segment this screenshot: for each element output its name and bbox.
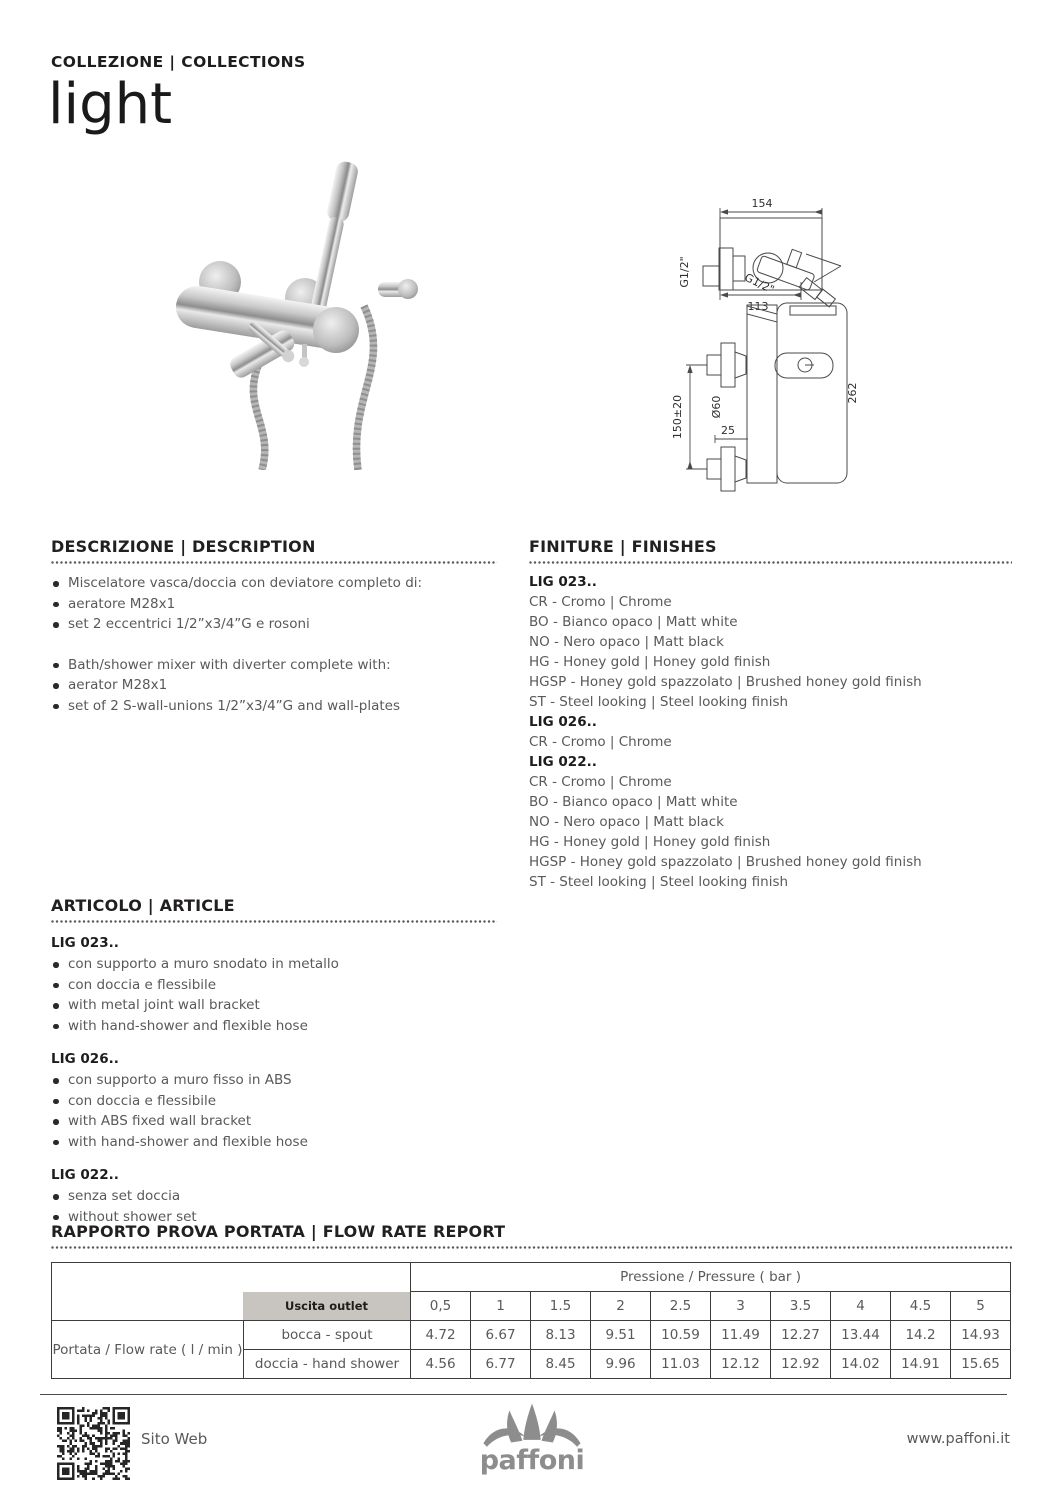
pressure-value: 4.5	[891, 1292, 951, 1321]
finish-option: CR - Cromo | Chrome	[529, 734, 672, 750]
outlet-row-label: doccia - hand shower	[244, 1350, 411, 1379]
flow-value: 9.51	[591, 1321, 651, 1350]
flow-value: 12.27	[771, 1321, 831, 1350]
flow-value: 14.2	[891, 1321, 951, 1350]
flow-value: 11.49	[711, 1321, 771, 1350]
flow-rate-table	[51, 1262, 1011, 1379]
article-item: with metal joint wall bracket	[51, 995, 497, 1016]
pressure-value: 1.5	[531, 1292, 591, 1321]
flow-value: 6.77	[471, 1350, 531, 1379]
finish-option: HG - Honey gold | Honey gold finish	[529, 654, 771, 670]
pressure-value: 5	[951, 1292, 1011, 1321]
article-item: senza set doccia	[51, 1186, 497, 1207]
article-item: without shower set	[51, 1207, 497, 1228]
flow-value: 4.72	[411, 1321, 471, 1350]
finish-option: HG - Honey gold | Honey gold finish	[529, 834, 771, 850]
article-item: con supporto a muro fisso in ABS	[51, 1070, 497, 1091]
description-item: aeratore M28x1	[51, 594, 497, 615]
description-item: Bath/shower mixer with diverter complete with:	[51, 655, 497, 676]
dotted-rule	[51, 920, 497, 923]
paffoni-wordmark: paffoni	[479, 1445, 585, 1476]
flow-value: 4.56	[411, 1350, 471, 1379]
flow-value: 9.96	[591, 1350, 651, 1379]
flow-value: 13.44	[831, 1321, 891, 1350]
article-item: con doccia e flessibile	[51, 1091, 497, 1112]
flow-value: 15.65	[951, 1350, 1011, 1379]
finish-option: ST - Steel looking | Steel looking finish	[529, 694, 789, 710]
outlet-header: Uscita outlet	[243, 1292, 410, 1320]
finish-group-code: LIG 026..	[529, 714, 597, 730]
flow-value: 8.13	[531, 1321, 591, 1350]
flow-value: 6.67	[471, 1321, 531, 1350]
paffoni-crown-icon	[480, 1401, 584, 1451]
description-heading: DESCRIZIONE | DESCRIPTION	[51, 537, 316, 556]
flow-value: 14.91	[891, 1350, 951, 1379]
finishes-section	[529, 537, 1012, 892]
description-item: set 2 eccentrici 1/2”x3/4”G e rosoni	[51, 614, 497, 635]
dim-spout-reach: 113	[747, 300, 769, 313]
dotted-rule	[51, 1246, 1012, 1249]
collection-label: COLLEZIONE | COLLECTIONS	[51, 53, 306, 71]
flow-value: 10.59	[651, 1321, 711, 1350]
dim-thread-left: G1/2"	[678, 256, 691, 288]
article-group-code: LIG 023..	[51, 935, 119, 951]
footer-divider	[40, 1394, 1007, 1395]
pressure-value: 0,5	[411, 1292, 471, 1321]
dotted-rule	[51, 561, 497, 564]
pressure-header: Pressione / Pressure ( bar )	[411, 1263, 1011, 1292]
dim-install-height: 150±20	[671, 394, 684, 440]
dim-flange-diameter: Ø60	[710, 395, 723, 419]
website-link[interactable]: www.paffoni.it	[906, 1431, 1010, 1447]
finish-groups	[529, 572, 1012, 892]
flow-value: 8.45	[531, 1350, 591, 1379]
description-item: aerator M28x1	[51, 675, 497, 696]
finish-option: CR - Cromo | Chrome	[529, 594, 672, 610]
finish-option: HGSP - Honey gold spazzolato | Brushed honey gold finish	[529, 674, 922, 690]
dim-body-height: 262	[846, 382, 859, 404]
paffoni-logo	[472, 1401, 592, 1474]
table-row	[52, 1321, 1011, 1350]
pressure-value: 2	[591, 1292, 651, 1321]
dotted-rule	[529, 561, 1012, 564]
article-item: with hand-shower and flexible hose	[51, 1016, 497, 1037]
article-list	[51, 954, 497, 1036]
article-list	[51, 1070, 497, 1152]
flow-rate-row-group-label: Portata / Flow rate ( l / min )	[52, 1321, 244, 1379]
article-item: con supporto a muro snodato in metallo	[51, 954, 497, 975]
pressure-value: 3.5	[771, 1292, 831, 1321]
flow-value: 14.93	[951, 1321, 1011, 1350]
finish-option: BO - Bianco opaco | Matt white	[529, 794, 738, 810]
pressure-value: 2.5	[651, 1292, 711, 1321]
flow-value: 11.03	[651, 1350, 711, 1379]
article-group-code: LIG 026..	[51, 1051, 119, 1067]
flow-value: 12.92	[771, 1350, 831, 1379]
description-list-en	[51, 655, 497, 717]
finish-option: ST - Steel looking | Steel looking finish	[529, 874, 789, 890]
description-item: set of 2 S-wall-unions 1/2”x3/4”G and wall-plates	[51, 696, 497, 717]
pressure-value: 3	[711, 1292, 771, 1321]
description-item: Miscelatore vasca/doccia con deviatore completo di:	[51, 573, 497, 594]
article-heading: ARTICOLO | ARTICLE	[51, 896, 235, 915]
pressure-value: 4	[831, 1292, 891, 1321]
flow-value: 14.02	[831, 1350, 891, 1379]
pressure-value: 1	[471, 1292, 531, 1321]
page-title: light	[48, 72, 173, 137]
article-item: with hand-shower and flexible hose	[51, 1132, 497, 1153]
qr-label: Sito Web	[141, 1430, 208, 1448]
flow-value: 12.12	[711, 1350, 771, 1379]
qr-code[interactable]	[57, 1407, 130, 1480]
article-item: con doccia e flessibile	[51, 975, 497, 996]
dim-width: 154	[751, 197, 773, 210]
description-section	[51, 537, 497, 716]
flow-rate-heading: RAPPORTO PROVA PORTATA | FLOW RATE REPORT	[51, 1222, 506, 1241]
finish-option: NO - Nero opaco | Matt black	[529, 814, 724, 830]
article-group-code: LIG 022..	[51, 1167, 119, 1183]
article-groups	[51, 933, 497, 1227]
dim-thread-spout: G1/2"	[742, 270, 777, 297]
product-photo	[150, 140, 480, 470]
article-section	[51, 896, 497, 1227]
finish-option: BO - Bianco opaco | Matt white	[529, 614, 738, 630]
finish-option: NO - Nero opaco | Matt black	[529, 634, 724, 650]
flow-rate-section	[51, 1222, 1012, 1379]
outlet-row-label: bocca - spout	[244, 1321, 411, 1350]
table-corner-cell	[52, 1263, 411, 1321]
finish-group-code: LIG 022..	[529, 754, 597, 770]
finish-option: HGSP - Honey gold spazzolato | Brushed honey gold finish	[529, 854, 922, 870]
finishes-heading: FINITURE | FINISHES	[529, 537, 717, 556]
article-list	[51, 1186, 497, 1227]
finish-option: CR - Cromo | Chrome	[529, 774, 672, 790]
finish-group-code: LIG 023..	[529, 574, 597, 590]
article-item: with ABS fixed wall bracket	[51, 1111, 497, 1132]
description-list-it	[51, 573, 497, 635]
dim-offset: 25	[721, 424, 735, 437]
technical-drawing	[658, 192, 1058, 522]
